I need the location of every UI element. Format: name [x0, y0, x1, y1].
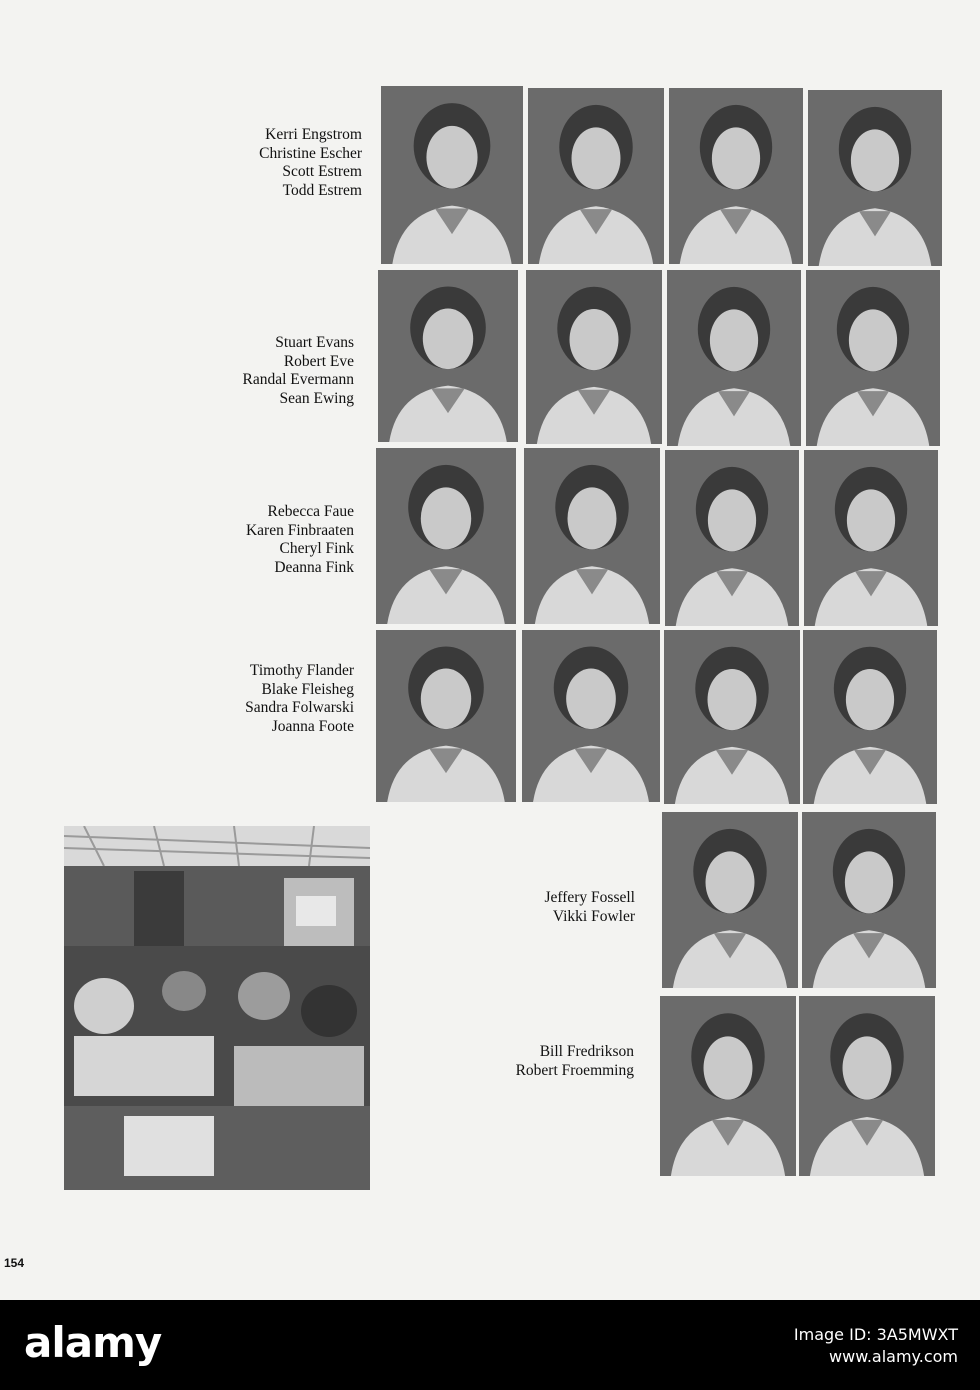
name-list	[243, 334, 354, 408]
student-name: Sean Ewing	[279, 389, 354, 407]
name-list	[246, 503, 354, 577]
image-id	[794, 1324, 958, 1368]
portrait-photo	[526, 270, 662, 444]
portrait-photo	[808, 90, 942, 266]
portrait-silhouette	[376, 448, 516, 624]
student-name: Jeffery Fossell	[544, 889, 635, 906]
student-name: Bill Fredrikson	[539, 1043, 634, 1060]
student-name: Timothy Flander	[249, 662, 354, 679]
site-url: www.alamy.com	[829, 1347, 958, 1366]
portrait-photo	[804, 450, 938, 626]
page-number: 154	[4, 1256, 25, 1270]
portrait-silhouette	[803, 630, 937, 804]
student-name: Sandra Folwarski	[245, 699, 354, 716]
portrait-photo	[524, 448, 660, 624]
image-id-label: Image ID: 3A5MWXT	[793, 1325, 958, 1344]
portrait-photo	[806, 270, 940, 446]
portrait-photo	[803, 630, 937, 804]
student-name: Deanna Fink	[274, 558, 354, 576]
portrait-silhouette	[376, 630, 516, 802]
student-name: Kerri Engstrom	[265, 126, 362, 143]
student-name: Rebecca Faue	[267, 503, 354, 520]
portrait-silhouette	[806, 270, 940, 446]
portrait-silhouette	[665, 450, 799, 626]
portrait-silhouette	[669, 88, 803, 264]
student-name: Stuart Evans	[275, 334, 354, 351]
student-name: Todd Estrem	[282, 181, 362, 199]
portrait-photo	[667, 270, 801, 446]
portrait-photo	[376, 448, 516, 624]
portrait-silhouette	[802, 812, 936, 988]
name-list	[259, 126, 362, 200]
brand-logo: alamy	[24, 1318, 162, 1367]
portrait-silhouette	[662, 812, 798, 988]
student-name: Karen Finbraaten	[245, 521, 354, 539]
portrait-photo	[664, 630, 800, 804]
portrait-silhouette	[522, 630, 660, 802]
portrait-photo	[660, 996, 796, 1176]
name-list	[245, 662, 354, 736]
portrait-silhouette	[664, 630, 800, 804]
portrait-photo	[522, 630, 660, 802]
student-name: Cheryl Fink	[279, 540, 354, 557]
portrait-photo	[665, 450, 799, 626]
portrait-silhouette	[528, 88, 664, 264]
student-name: Christine Escher	[259, 144, 362, 162]
cafeteria-candid-photo	[64, 826, 370, 1190]
student-name: Robert Eve	[283, 352, 354, 370]
portrait-silhouette	[526, 270, 662, 444]
portrait-silhouette	[378, 270, 518, 442]
name-list	[516, 1043, 634, 1080]
watermark-footer	[0, 1300, 980, 1390]
portrait-photo	[376, 630, 516, 802]
portrait-silhouette	[660, 996, 796, 1176]
portrait-photo	[381, 86, 523, 264]
portrait-photo	[378, 270, 518, 442]
student-name: Joanna Foote	[271, 717, 354, 735]
student-name: Robert Froemming	[515, 1061, 634, 1079]
portrait-photo	[802, 812, 936, 988]
portrait-silhouette	[808, 90, 942, 266]
portrait-silhouette	[381, 86, 523, 264]
portrait-photo	[662, 812, 798, 988]
portrait-silhouette	[524, 448, 660, 624]
portrait-photo	[799, 996, 935, 1176]
portrait-photo	[669, 88, 803, 264]
portrait-silhouette	[667, 270, 801, 446]
portrait-silhouette	[804, 450, 938, 626]
student-name: Vikki Fowler	[552, 907, 635, 925]
student-name: Randal Evermann	[242, 371, 354, 388]
portrait-silhouette	[799, 996, 935, 1176]
name-list	[544, 889, 635, 926]
student-name: Blake Fleisheg	[261, 680, 354, 698]
portrait-photo	[528, 88, 664, 264]
student-name: Scott Estrem	[282, 163, 362, 180]
